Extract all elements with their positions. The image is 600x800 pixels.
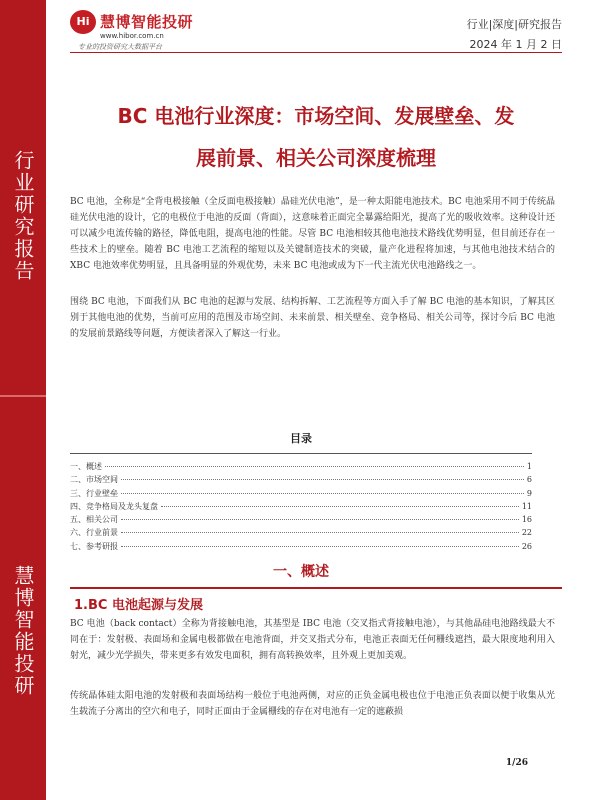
report-date: 2024 年 1 月 2 日 [469, 38, 562, 51]
brand-logo[interactable] [70, 8, 210, 51]
toc-item[interactable] [70, 514, 532, 527]
toc-item[interactable] [70, 541, 532, 554]
toc-leader [121, 519, 519, 520]
toc-item-label: 七、参考研报 [70, 541, 118, 551]
toc-item-page: 26 [521, 541, 532, 551]
toc-leader [161, 506, 519, 507]
report-title [70, 95, 562, 179]
report-title-line-2: 展前景、相关公司深度梳理 [196, 146, 436, 170]
toc-leader [121, 546, 519, 547]
toc-item[interactable] [70, 501, 532, 514]
sidebar-report-type [0, 150, 46, 287]
toc-leader [121, 479, 524, 480]
toc-item-label: 三、行业壁垒 [70, 488, 118, 498]
toc-item[interactable] [70, 527, 532, 540]
toc-item-label: 五、相关公司 [70, 515, 118, 525]
toc-leader [121, 532, 519, 533]
intro-paragraph-1: BC 电池，全称是“全背电极接触（全反面电极接触）晶硅光伏电池”，是一种太阳能电池技术。BC 电池采用不同于传统晶硅光伏电池的设计，它的电极位于电池的反面（背面），这意味着正面完全暴露给阳光，提高了光的吸收效率。这种设计还可以减少电流传输的路径，降低电阻，提高电池的性能。尽管 BC 电池相较其他电池技术路线优势明显，但目前还存在一些技术上的壁垒。随着 BC 电池工艺流程的缩短以及关键制造技术的突破，量产化进程将加速，与其他电池技术结合的 XBC 电池效率优势明显，且具备明显的外观优势，未来 BC 电池或成为下一代主流光伏电池路线之一。 [70, 197, 555, 271]
logo-mark-icon: Hi [70, 10, 96, 34]
table-of-contents [70, 461, 532, 554]
toc-item-label: 二、市场空间 [70, 475, 118, 485]
sidebar-label-top: 行业研究报告 [11, 150, 35, 282]
toc-item-label: 四、竞争格局及龙头复盘 [70, 501, 158, 511]
report-title-line-1: BC 电池行业深度：市场空间、发展壁垒、发 [117, 104, 515, 128]
logo-tagline: 专业的投资研究大数据平台 [78, 43, 162, 51]
page-number: 1/26 [505, 758, 528, 768]
header-meta [467, 16, 562, 56]
sidebar-label-bottom: 慧博智能投研 [11, 565, 35, 697]
toc-leader [105, 466, 524, 467]
toc-item-page: 6 [526, 475, 532, 485]
logo-name: 慧博智能投研 [100, 13, 194, 31]
toc-item-page: 11 [521, 501, 532, 511]
subsection-title: 1.BC 电池起源与发展 [74, 598, 203, 613]
toc-item-page: 22 [521, 528, 532, 538]
section-paragraph-1: BC 电池（back contact）全称为背接触电池，其基型是 IBC 电池（交叉指式背接触电池），与其他晶硅电池路线最大不同在于：发射极、表面场和金属电极都做在电池背面，并交叉指式分布，电池正表面无任何栅线遮挡，最大限度地利用入射光，减少光学损失，带来更多有效发电面积，拥有高转换效率，且外观上更加美观。 [70, 619, 555, 661]
logo-url: www.hibor.com.cn [100, 32, 164, 40]
toc-item-page: 1 [526, 462, 532, 471]
section-paragraph-2: 传统晶体硅太阳电池的发射极和表面场结构一般位于电池两侧，对应的正负金属电极也位于电池正负表面以便于收集从光生载流子分离出的空穴和电子，同时正面由于金属栅线的存在对电池有一定的遮蔽损 [70, 691, 555, 717]
intro-paragraph-2: 围绕 BC 电池，下面我们从 BC 电池的起源与发展、结构拆解、工艺流程等方面入手了解 BC 电池的基本知识，了解其区别于其他电池的优势，当前可应用的范围及市场空间、未来前景、相关壁垒、竞争格局、相关公司等，探讨今后 BC 电池的发展前景路线等问题，方便读者深入了解这一行业。 [70, 297, 555, 339]
report-category: 行业|深度|研究报告 [466, 18, 562, 31]
sidebar-brand [0, 565, 46, 702]
toc-item-page: 16 [521, 515, 532, 525]
sidebar-divider [0, 395, 46, 397]
section-divider [70, 587, 562, 589]
toc-leader [121, 493, 524, 494]
toc-item-label: 一、概述 [70, 462, 102, 471]
header-divider [70, 52, 562, 53]
toc-item-page: 9 [526, 488, 532, 498]
toc-title: 目录 [290, 432, 312, 445]
left-sidebar [0, 0, 46, 800]
toc-item[interactable] [70, 461, 532, 474]
toc-item[interactable] [70, 474, 532, 487]
toc-item-label: 六、行业前景 [70, 528, 118, 538]
toc-divider [70, 453, 532, 454]
section-title: 一、概述 [273, 564, 329, 580]
toc-item[interactable] [70, 488, 532, 501]
